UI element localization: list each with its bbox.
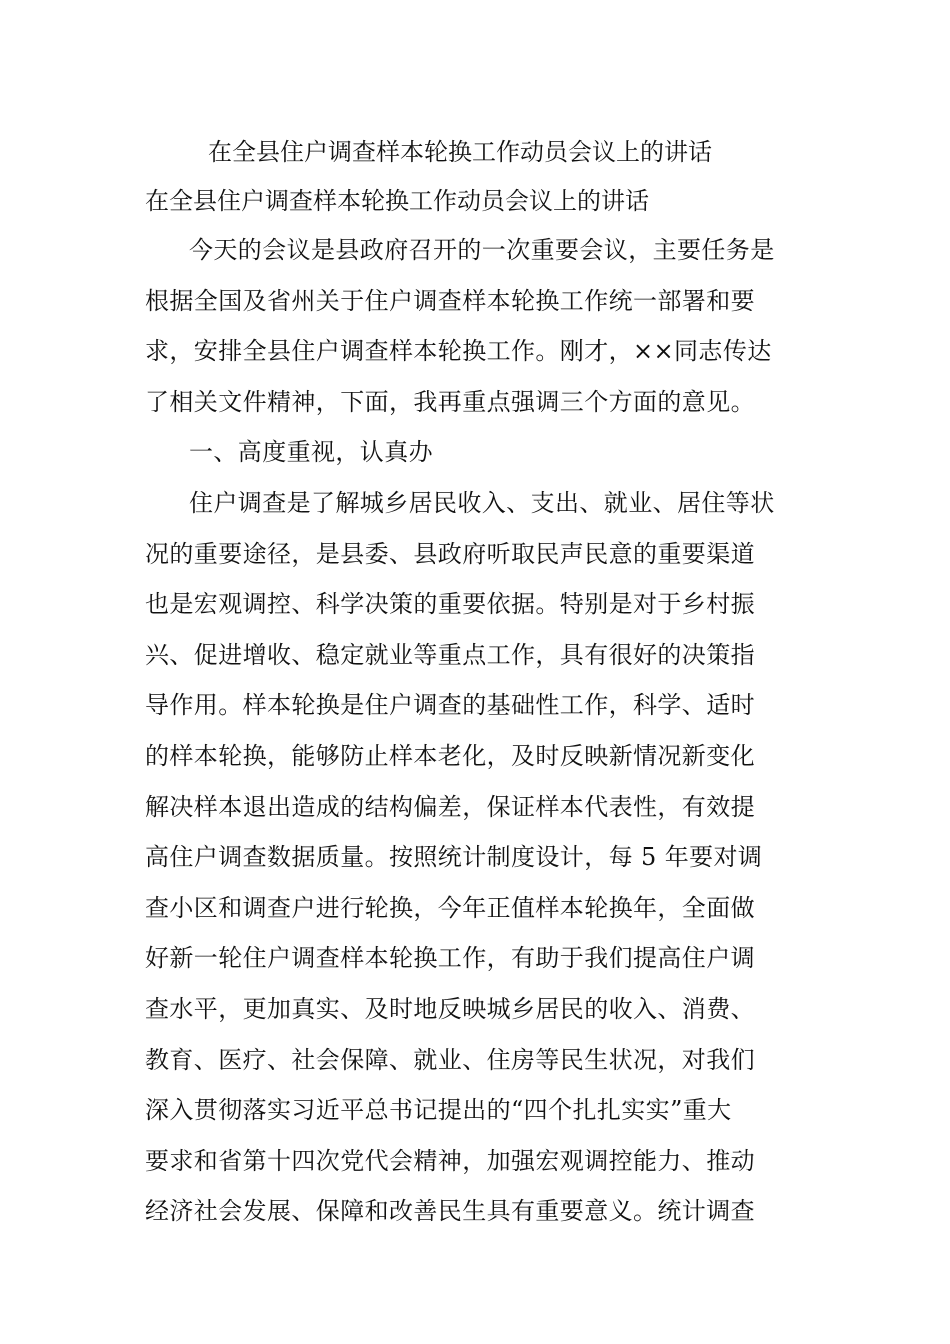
paragraph-line: 经济社会发展、保障和改善民生具有重要意义。统计调查: [145, 1197, 755, 1226]
paragraph-line: 兴、促进增收、稳定就业等重点工作，具有很好的决策指: [145, 640, 755, 669]
section-heading: 一、高度重视，认真办: [189, 438, 433, 467]
paragraph-line: 教育、医疗、社会保障、就业、住房等民生状况，对我们: [145, 1045, 755, 1074]
paragraph-line: 查小区和调查户进行轮换，今年正值样本轮换年，全面做: [145, 893, 755, 922]
document-body: [145, 229, 815, 1241]
paragraph-line: 好新一轮住户调查样本轮换工作，有助于我们提高住户调: [145, 944, 755, 973]
paragraph-line: 的样本轮换，能够防止样本老化，及时反映新情况新变化: [145, 741, 755, 770]
document-title: 在全县住户调查样本轮换工作动员会议上的讲话: [208, 138, 712, 166]
paragraph-line: 查水平，更加真实、及时地反映城乡居民的收入、消费、: [145, 994, 755, 1023]
paragraph-line: 根据全国及省州关于住户调查样本轮换工作统一部署和要: [145, 286, 755, 315]
paragraph-line: 解决样本退出造成的结构偏差，保证样本代表性，有效提: [145, 792, 755, 821]
paragraph-line: 高住户调查数据质量。按照统计制度设计，每 5 年要对调: [145, 843, 763, 872]
paragraph-line: 住户调查是了解城乡居民收入、支出、就业、居住等状: [189, 488, 775, 517]
paragraph-line: 今天的会议是县政府召开的一次重要会议，主要任务是: [189, 236, 775, 264]
paragraph-line: 也是宏观调控、科学决策的重要依据。特别是对于乡村振: [145, 590, 755, 619]
paragraph-line: 深入贯彻落实习近平总书记提出的“四个扎扎实实”重大: [145, 1096, 732, 1125]
paragraph-line: 导作用。样本轮换是住户调查的基础性工作，科学、适时: [145, 691, 755, 720]
paragraph-line: 求，安排全县住户调查样本轮换工作。刚才，××同志传达: [145, 337, 772, 366]
document-subtitle: 在全县住户调查样本轮换工作动员会议上的讲话: [145, 187, 649, 215]
paragraph-line: 况的重要途径，是县委、县政府听取民声民意的重要渠道: [145, 539, 755, 568]
paragraph-line: 了相关文件精神，下面，我再重点强调三个方面的意见。: [145, 387, 755, 416]
paragraph-line: 要求和省第十四次党代会精神，加强宏观调控能力、推动: [145, 1146, 755, 1175]
